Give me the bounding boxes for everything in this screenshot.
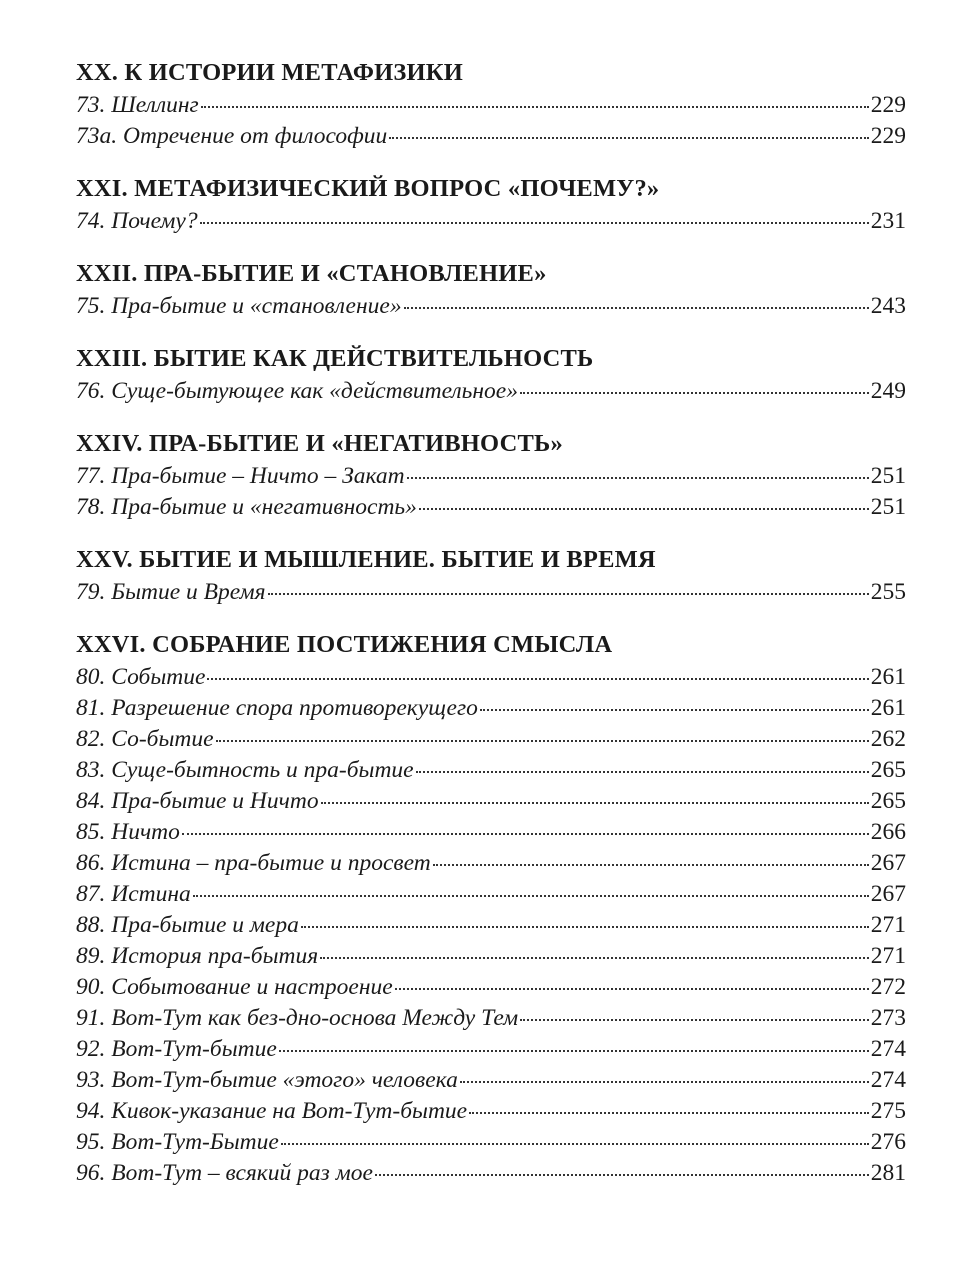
dot-leader bbox=[279, 1050, 869, 1052]
entry-title: 87. Истина bbox=[76, 881, 191, 907]
dot-leader bbox=[520, 392, 869, 394]
dot-leader bbox=[416, 771, 869, 773]
section-heading: XX. К ИСТОРИИ МЕТАФИЗИКИ bbox=[76, 59, 464, 86]
entry-title: 93. Вот-Тут-бытие «этого» человека bbox=[76, 1067, 458, 1093]
toc-entry bbox=[76, 1003, 906, 1034]
entry-title: 88. Пра-бытие и мера bbox=[76, 912, 299, 938]
dot-leader bbox=[389, 137, 868, 139]
toc-entry bbox=[76, 724, 906, 755]
section-heading: XXIII. БЫТИЕ КАК ДЕЙСТВИТЕЛЬНОСТЬ bbox=[76, 345, 594, 372]
page-number: 275 bbox=[870, 1098, 906, 1124]
page-number: 267 bbox=[870, 850, 906, 876]
entry-title: 73. Шеллинг bbox=[76, 92, 199, 118]
entry-title: 92. Вот-Тут-бытие bbox=[76, 1036, 277, 1062]
table-of-contents bbox=[76, 58, 906, 1189]
toc-entry bbox=[76, 1158, 906, 1189]
dot-leader bbox=[460, 1081, 869, 1083]
toc-entry bbox=[76, 755, 906, 786]
page-number: 261 bbox=[870, 695, 906, 721]
dot-leader bbox=[200, 222, 869, 224]
toc-entry bbox=[76, 206, 906, 237]
toc-entry bbox=[76, 1127, 906, 1158]
toc-entry bbox=[76, 90, 906, 121]
toc-entry bbox=[76, 972, 906, 1003]
dot-leader bbox=[193, 895, 869, 897]
entry-title: 78. Пра-бытие и «негативность» bbox=[76, 494, 417, 520]
dot-leader bbox=[375, 1174, 869, 1176]
section-heading: XXI. МЕТАФИЗИЧЕСКИЙ ВОПРОС «ПОЧЕМУ?» bbox=[76, 175, 660, 202]
entry-title: 94. Кивок-указание на Вот-Тут-бытие bbox=[76, 1098, 468, 1124]
page-number: 262 bbox=[870, 726, 906, 752]
page-number: 249 bbox=[870, 378, 906, 404]
entry-title: 95. Вот-Тут-Бытие bbox=[76, 1129, 279, 1155]
page-number: 274 bbox=[870, 1067, 906, 1093]
dot-leader bbox=[268, 593, 869, 595]
dot-leader bbox=[407, 477, 869, 479]
page-number: 273 bbox=[870, 1005, 906, 1031]
page-number: 265 bbox=[870, 757, 906, 783]
entry-title: 79. Бытие и Время bbox=[76, 579, 266, 605]
toc-section bbox=[76, 344, 906, 407]
section-heading: XXVI. СОБРАНИЕ ПОСТИЖЕНИЯ СМЫСЛА bbox=[76, 631, 613, 658]
entry-title: 85. Ничто bbox=[76, 819, 180, 845]
dot-leader bbox=[216, 740, 869, 742]
page-number: 276 bbox=[870, 1129, 906, 1155]
toc-section bbox=[76, 174, 906, 237]
entry-title: 90. Событование и настроение bbox=[76, 974, 393, 1000]
toc-entry bbox=[76, 121, 906, 152]
toc-entry bbox=[76, 848, 906, 879]
page-number: 255 bbox=[870, 579, 906, 605]
toc-entry bbox=[76, 910, 906, 941]
dot-leader bbox=[520, 1019, 869, 1021]
dot-leader bbox=[480, 709, 869, 711]
toc-section bbox=[76, 259, 906, 322]
dot-leader bbox=[469, 1112, 869, 1114]
page-number: 229 bbox=[870, 123, 906, 149]
page-number: 281 bbox=[870, 1160, 906, 1186]
dot-leader bbox=[281, 1143, 869, 1145]
entry-title: 73а. Отречение от философии bbox=[76, 123, 388, 149]
entry-title: 83. Суще-бытность и пра-бытие bbox=[76, 757, 414, 783]
entry-title: 91. Вот-Тут как без-дно-основа Между Тем bbox=[76, 1005, 519, 1031]
page-number: 243 bbox=[870, 293, 906, 319]
page-number: 231 bbox=[870, 208, 906, 234]
dot-leader bbox=[395, 988, 869, 990]
page-number: 274 bbox=[870, 1036, 906, 1062]
entry-title: 89. История пра-бытия bbox=[76, 943, 319, 969]
entry-title: 80. Событие bbox=[76, 664, 206, 690]
toc-entry bbox=[76, 941, 906, 972]
page-number: 261 bbox=[870, 664, 906, 690]
dot-leader bbox=[433, 864, 869, 866]
entry-title: 81. Разрешение спора противорекущего bbox=[76, 695, 478, 721]
page-number: 251 bbox=[870, 494, 906, 520]
dot-leader bbox=[419, 508, 869, 510]
dot-leader bbox=[404, 307, 869, 309]
page-number: 271 bbox=[870, 912, 906, 938]
dot-leader bbox=[301, 926, 869, 928]
section-heading: XXII. ПРА-БЫТИЕ И «СТАНОВЛЕНИЕ» bbox=[76, 260, 547, 287]
section-heading: XXIV. ПРА-БЫТИЕ И «НЕГАТИВНОСТЬ» bbox=[76, 430, 563, 457]
toc-entry bbox=[76, 1065, 906, 1096]
toc-entry bbox=[76, 817, 906, 848]
toc-entry bbox=[76, 693, 906, 724]
entry-title: 75. Пра-бытие и «становление» bbox=[76, 293, 402, 319]
dot-leader bbox=[320, 957, 869, 959]
dot-leader bbox=[182, 833, 869, 835]
entry-title: 96. Вот-Тут – всякий раз мое bbox=[76, 1160, 373, 1186]
dot-leader bbox=[201, 106, 869, 108]
toc-entry bbox=[76, 376, 906, 407]
entry-title: 82. Со-бытие bbox=[76, 726, 214, 752]
page-number: 265 bbox=[870, 788, 906, 814]
toc-entry bbox=[76, 291, 906, 322]
toc-section bbox=[76, 630, 906, 1189]
toc-section bbox=[76, 545, 906, 608]
toc-entry bbox=[76, 1034, 906, 1065]
toc-section bbox=[76, 58, 906, 152]
toc-entry bbox=[76, 577, 906, 608]
dot-leader bbox=[321, 802, 869, 804]
page-number: 266 bbox=[870, 819, 906, 845]
toc-entry bbox=[76, 662, 906, 693]
page-number: 229 bbox=[870, 92, 906, 118]
toc-entry bbox=[76, 461, 906, 492]
toc-entry bbox=[76, 786, 906, 817]
page-number: 251 bbox=[870, 463, 906, 489]
entry-title: 74. Почему? bbox=[76, 208, 198, 234]
section-heading: XXV. БЫТИЕ И МЫШЛЕНИЕ. БЫТИЕ И ВРЕМЯ bbox=[76, 546, 656, 573]
dot-leader bbox=[207, 678, 868, 680]
toc-section bbox=[76, 429, 906, 523]
page-number: 272 bbox=[870, 974, 906, 1000]
toc-entry bbox=[76, 1096, 906, 1127]
entry-title: 86. Истина – пра-бытие и просвет bbox=[76, 850, 431, 876]
entry-title: 84. Пра-бытие и Ничто bbox=[76, 788, 319, 814]
page-number: 267 bbox=[870, 881, 906, 907]
page-number: 271 bbox=[870, 943, 906, 969]
entry-title: 76. Суще-бытующее как «действительное» bbox=[76, 378, 518, 404]
entry-title: 77. Пра-бытие – Ничто – Закат bbox=[76, 463, 405, 489]
toc-entry bbox=[76, 492, 906, 523]
toc-entry bbox=[76, 879, 906, 910]
